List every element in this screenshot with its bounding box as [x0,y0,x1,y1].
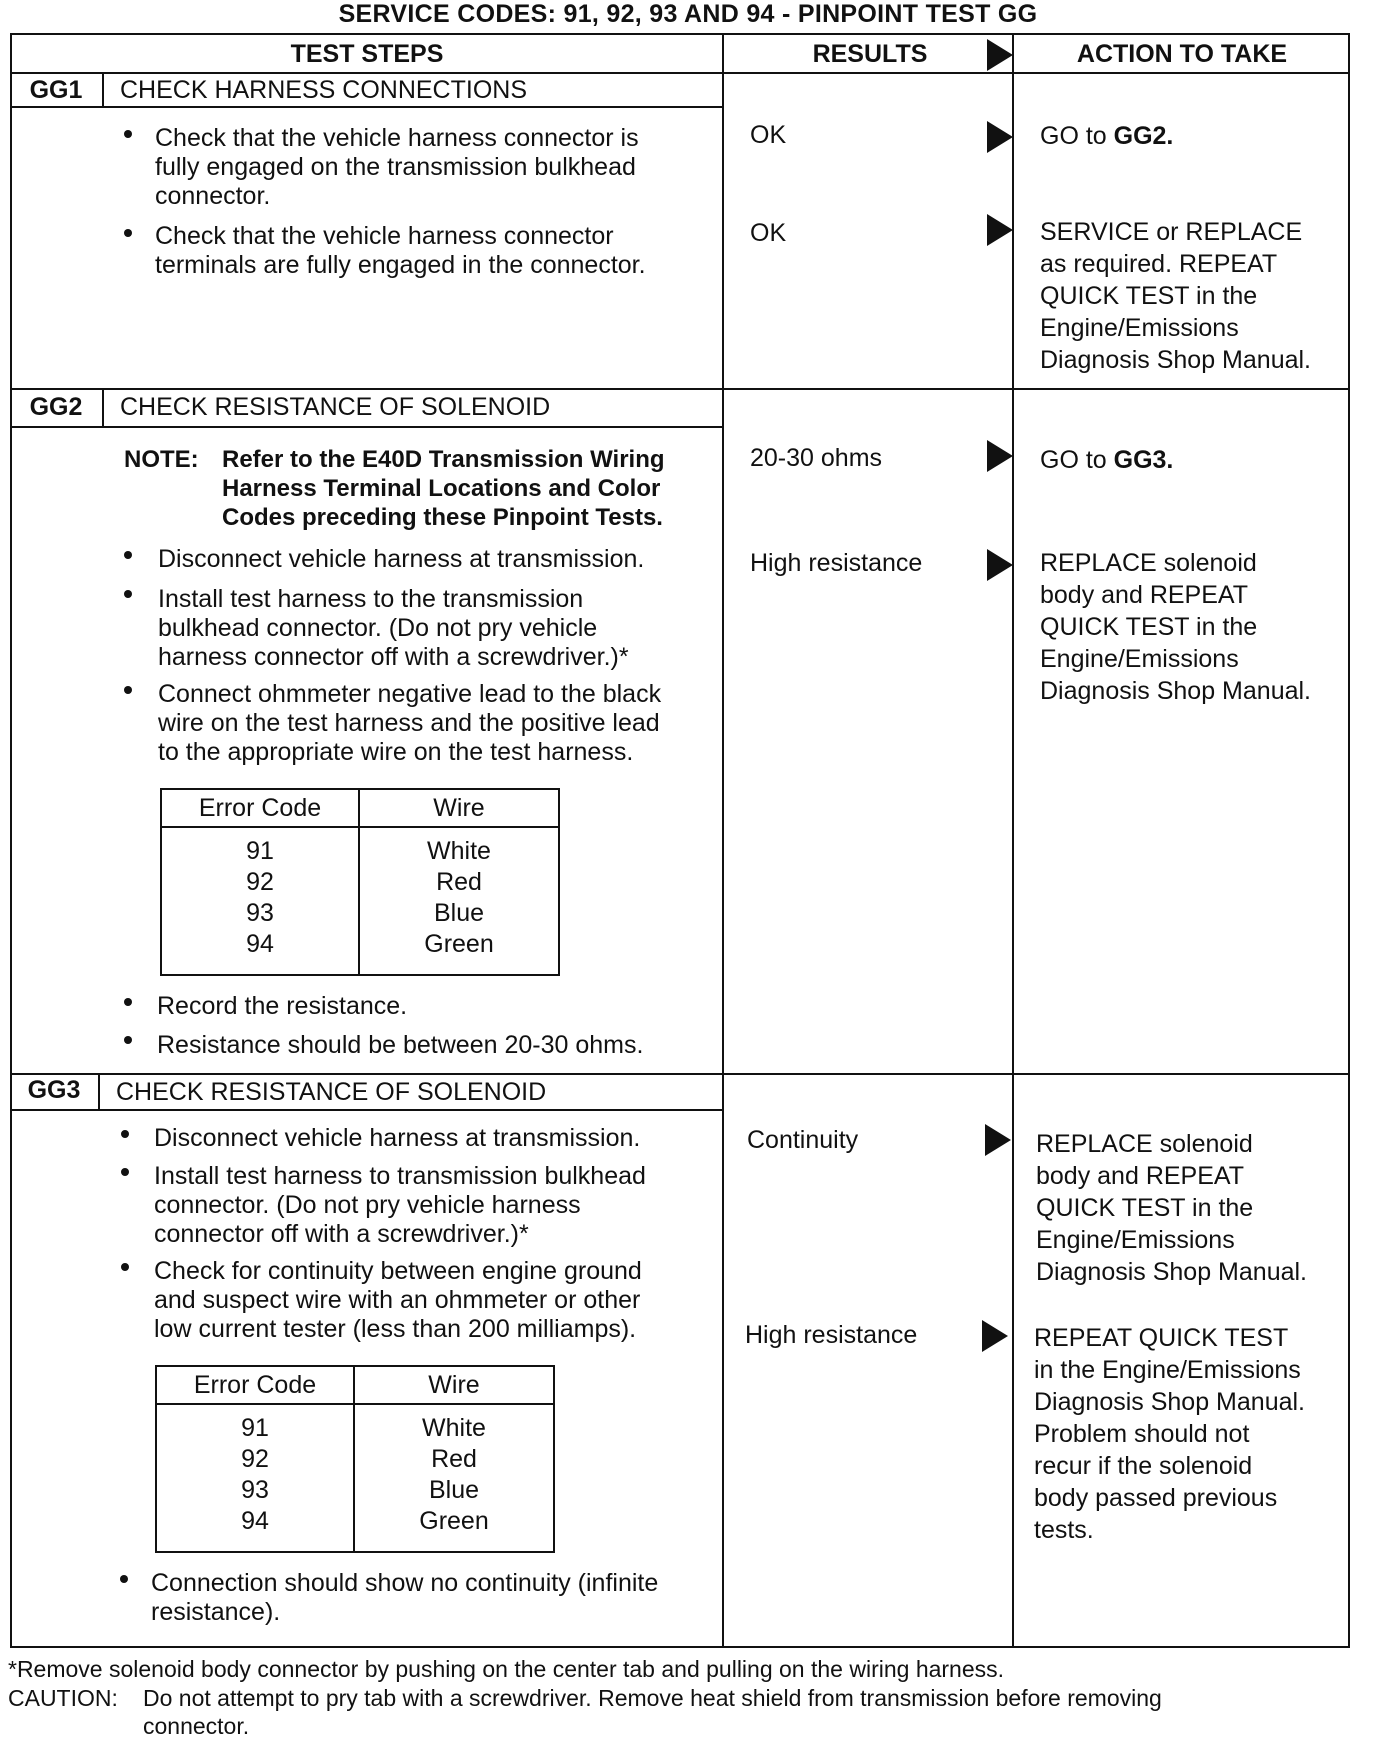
gg1-bullet-2: Check that the vehicle harness connector terminals are fully engaged in the connector. [155,222,646,279]
gg3-action-2: REPEAT QUICK TEST in the Engine/Emissions Diagnosis Shop Manual. Problem should not recur if the solenoid body passed previous tests. [1034,1324,1305,1544]
bullet-icon [121,1263,129,1271]
caution-text: Do not attempt to pry tab with a screwdriver. Remove heat shield from transmission before removing connector. [143,1685,1162,1739]
gg1-action-2: SERVICE or REPLACE as required. REPEAT QUICK TEST in the Engine/Emissions Diagnosis Shop Manual. [1040,218,1311,374]
table-header-error-code: Error Code [162,790,360,826]
header-results: RESULTS [812,40,928,68]
caution-label: CAUTION: [8,1685,118,1711]
column-divider-action [1012,33,1014,1648]
bullet-icon [124,551,132,559]
gg2-title-row [10,388,722,428]
gg1-result-2: OK [750,219,787,247]
gg1-title-row [10,72,722,108]
gg3-bullet-2: Install test harness to transmission bulkhead connector. (Do not pry vehicle harness connector off with a screwdriver.)* [154,1162,646,1248]
result-arrow-icon [987,549,1013,581]
gg1-action-1: GO to GG2. [1040,122,1174,150]
gg2-bullet-2: Install test harness to the transmission bulkhead connector. (Do not pry vehicle harness connector off with a screwdriver.)* [158,585,629,671]
result-arrow-icon [987,214,1013,246]
gg2-bullet-3: Connect ohmmeter negative lead to the black wire on the test harness and the positive lead to the appropriate wire on the test harness. [158,680,662,766]
gg3-step-title: CHECK RESISTANCE OF SOLENOID [116,1078,547,1106]
result-arrow-icon [987,121,1013,153]
bullet-icon [124,1036,132,1044]
result-arrow-icon [987,440,1013,472]
gg3-result-2: High resistance [745,1321,918,1349]
gg2-error-code-table [160,788,560,976]
bullet-icon [124,229,132,237]
table-codes-column: 91 92 93 94 [162,828,360,976]
gg2-action-1: GO to GG3. [1040,446,1174,474]
gg2-step-id: GG2 [29,393,83,421]
bullet-icon [120,1575,128,1583]
bullet-icon [124,130,132,138]
column-divider-results [722,33,724,1648]
gg3-result-1: Continuity [747,1126,859,1154]
gg3-title-row [10,1073,722,1111]
gg3-bullet-4: Connection should show no continuity (infinite resistance). [151,1569,659,1626]
table-wires-column: White Red Blue Green [424,837,494,958]
table-codes-column: 91 92 93 94 [157,1405,355,1553]
result-arrow-icon [982,1320,1008,1352]
table-wires-column: White Red Blue Green [419,1414,489,1535]
header-arrow-icon [987,39,1013,71]
gg1-step-id: GG1 [29,76,83,104]
header-action-to-take: ACTION TO TAKE [1076,40,1288,68]
bullet-icon [121,1130,129,1138]
bullet-icon [124,686,132,694]
gg1-bullet-1: Check that the vehicle harness connector is fully engaged on the transmission bulkhead connector. [155,124,639,210]
table-header-wire: Wire [433,794,485,822]
gg2-note-label: NOTE: [124,446,199,473]
table-header-wire: Wire [428,1371,480,1399]
gg1-step-title: CHECK HARNESS CONNECTIONS [120,76,527,104]
gg2-result-2: High resistance [750,549,923,577]
gg3-step-id: GG3 [27,1076,81,1104]
bullet-icon [124,998,132,1006]
header-test-steps: TEST STEPS [290,40,444,68]
gg3-action-1: REPLACE solenoid body and REPEAT QUICK TEST in the Engine/Emissions Diagnosis Shop Manual. [1036,1130,1307,1286]
bullet-icon [124,590,132,598]
gg2-note-text: Refer to the E40D Transmission Wiring Harness Terminal Locations and Color Codes preceding these Pinpoint Tests. [222,446,665,531]
gg3-bullet-3: Check for continuity between engine ground and suspect wire with an ohmmeter or other low current tester (less than 200 milliamps). [154,1257,642,1343]
bullet-icon [121,1168,129,1176]
gg1-result-1: OK [750,121,787,149]
gg2-result-1: 20-30 ohms [750,444,883,472]
table-header-error-code: Error Code [157,1367,355,1403]
page-title: SERVICE CODES: 91, 92, 93 AND 94 - PINPOINT TEST GG [338,0,1038,28]
gg2-bullet-4: Record the resistance. [157,992,408,1020]
gg3-bullet-1: Disconnect vehicle harness at transmission. [154,1124,641,1152]
footnote: *Remove solenoid body connector by pushing on the center tab and pulling on the wiring harness. [8,1656,1005,1682]
gg2-bullet-5: Resistance should be between 20-30 ohms. [157,1031,644,1059]
gg3-error-code-table [155,1365,555,1553]
gg2-action-2: REPLACE solenoid body and REPEAT QUICK TEST in the Engine/Emissions Diagnosis Shop Manual. [1040,549,1311,705]
gg2-bullet-1: Disconnect vehicle harness at transmission. [158,545,645,573]
gg2-step-title: CHECK RESISTANCE OF SOLENOID [120,393,551,421]
result-arrow-icon [985,1124,1011,1156]
